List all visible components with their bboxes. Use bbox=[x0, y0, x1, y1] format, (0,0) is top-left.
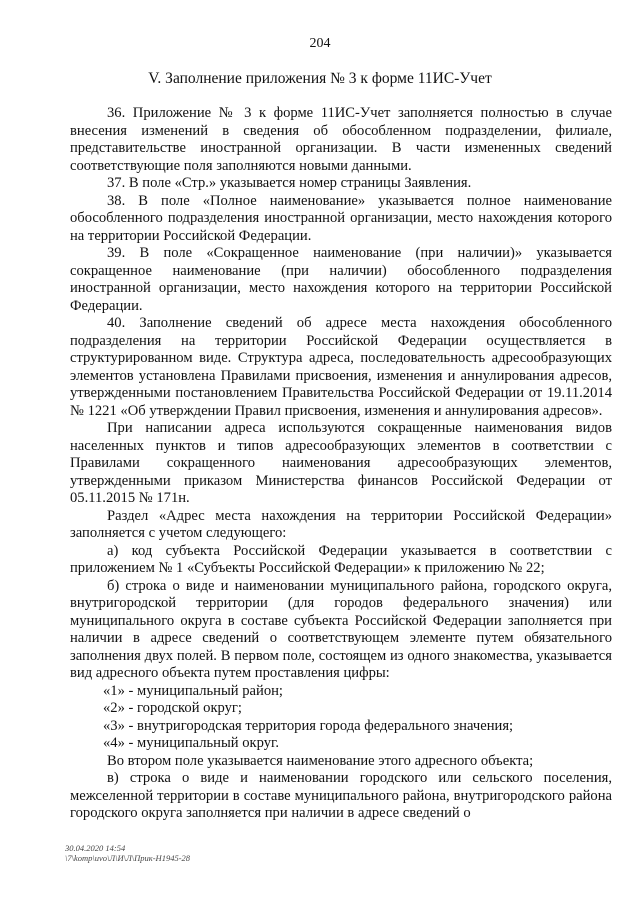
footer-file-path: \7\komp\uvo\Л\И\Л\Прик-Н1945-28 bbox=[65, 853, 191, 863]
paragraph-section-intro: Раздел «Адрес места нахождения на территории Российской Федерации» заполняется с учетом следующего: bbox=[70, 507, 612, 541]
paragraph-39: 39. В поле «Сокращенное наименование (при наличии)» указывается сокращенное наименование (при наличии) обособленного подразделения иностранной организации, место нахождения которого на территории Российской Федерации. bbox=[70, 245, 612, 314]
paragraph-36: 36. Приложение № 3 к форме 11ИС-Учет заполняется полностью в случае внесения изменений в сведения об обособленном подразделении, филиале, представительстве иностранной организации. В части измененных сведений соответствующие поля заполняются новыми данными. bbox=[70, 105, 612, 174]
paragraph-37: 37. В поле «Стр.» указывается номер страницы Заявления. bbox=[107, 175, 472, 191]
paragraph-item-a: а) код субъекта Российской Федерации указывается в соответствии с приложением № 1 «Субъекты Российской Федерации» к приложению № 22; bbox=[70, 542, 612, 576]
paragraph-item-b: б) строка о виде и наименовании муниципального района, городского округа, внутригородской территории (для городов федерального значения) или муниципального округа в составе субъекта Российской Федерации заполняется при наличии в адресе сведений о соответствующем элементе путем обязательного заполнения двух полей. В первом поле, состоящем из одного знакомества, указывается вид адресного объекта путем проставления цифры: bbox=[70, 577, 612, 681]
footer-stamp bbox=[65, 843, 190, 863]
page-number: 204 bbox=[309, 36, 331, 51]
document-body bbox=[70, 105, 612, 823]
list-item-4: «4» - муниципальный округ. bbox=[103, 735, 280, 751]
paragraph-38: 38. В поле «Полное наименование» указывается полное наименование обособленного подразделения иностранной организации, место нахождения которого на территории Российской Федерации. bbox=[70, 192, 612, 244]
paragraph-abbreviations: При написании адреса используются сокращенные наименования видов населенных пунктов и типов адресообразующих элементов в соответствии с Правилами сокращенного наименования адресообразующих элементов, утвержденными приказом Министерства финансов Российской Федерации от 05.11.2015 № 171н. bbox=[70, 420, 612, 506]
section-title: V. Заполнение приложения № 3 к форме 11ИС-Учет bbox=[148, 70, 492, 87]
list-item-1: «1» - муниципальный район; bbox=[103, 682, 283, 699]
list-item-3: «3» - внутригородская территория города федерального значения; bbox=[103, 717, 514, 734]
paragraph-second-field: Во втором поле указывается наименование этого адресного объекта; bbox=[107, 752, 534, 769]
list-item-2: «2» - городской округ; bbox=[103, 700, 242, 716]
footer-timestamp: 30.04.2020 14:54 bbox=[65, 843, 126, 853]
paragraph-40: 40. Заполнение сведений об адресе места нахождения обособленного подразделения на территории Российской Федерации осуществляется в структурированном виде. Структура адреса, последовательность адресообразующих элементов установлена Правилами присвоения, изменения и аннулирования адресов, утвержденными постановлением Правительства Российской Федерации от 19.11.2014 № 1221 «Об утверждении Правил присвоения, изменения и аннулирования адресов». bbox=[70, 315, 612, 419]
paragraph-item-v: в) строка о виде и наименовании городского или сельского поселения, межселенной территории в составе муниципального района, внутригородского района городского округа заполняется при наличии в адресе сведений о bbox=[70, 770, 612, 821]
